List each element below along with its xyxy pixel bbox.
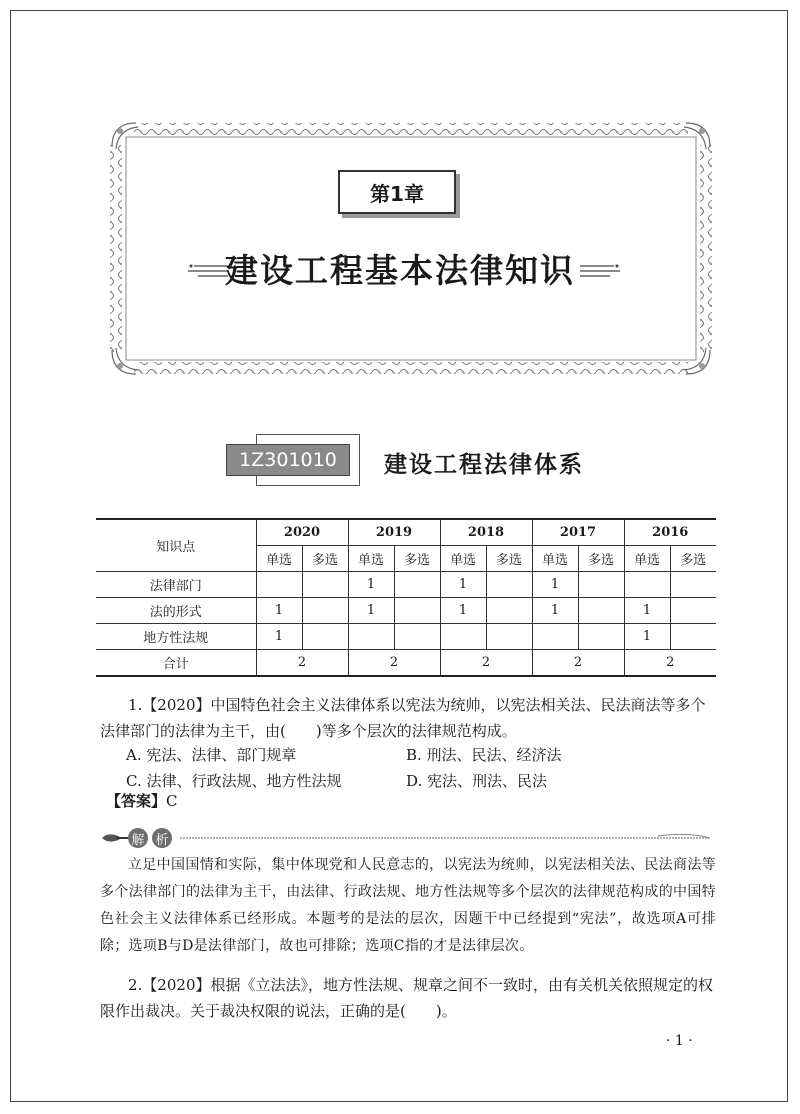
total-cell: 2 [624,650,716,677]
option-d: D. 宪法、刑法、民法 [406,772,548,790]
table-cell [578,624,624,650]
question-1-text: 1.【2020】中国特色社会主义法律体系以宪法为统帅，以宪法相关法、民法商法等多个法律部门的法律为主干，由( )等多个层次的法律规范构成。 [100,696,706,740]
chapter-title: 建设工程基本法律知识 [225,251,575,290]
sub-header: 多选 [486,546,532,572]
table-cell [302,598,348,624]
analysis-label [128,828,172,848]
question-1-options [126,742,686,794]
option-c: C. 法律、行政法规、地方性法规 [126,772,342,790]
question-2-stem [100,972,720,1024]
total-cell: 2 [532,650,624,677]
table-cell [670,572,716,598]
sub-header: 单选 [256,546,302,572]
analysis-text [100,852,716,960]
table-cell: 1 [256,598,302,624]
question-1-answer [106,790,178,811]
table-cell: 1 [348,598,394,624]
table-cell [302,572,348,598]
table-cell [394,624,440,650]
table-cell: 1 [532,572,578,598]
sub-header: 单选 [440,546,486,572]
year-header: 2020 [256,519,348,546]
table-cell [578,572,624,598]
question-2-text: 2.【2020】根据《立法法》，地方性法规、规章之间不一致时，由有关机关依照规定的权限作出裁决。关于裁决权限的说法，正确的是( )。 [100,976,713,1020]
sub-header: 多选 [302,546,348,572]
total-cell: 2 [440,650,532,677]
table-cell [348,624,394,650]
table-cell: 1 [256,624,302,650]
answer-value: C [166,792,178,810]
table-row [96,572,716,598]
answer-label: 【答案】 [106,792,167,810]
table-cell [532,624,578,650]
row-label: 法的形式 [96,598,256,624]
year-header: 2017 [532,519,624,546]
table-cell: 1 [624,624,670,650]
analysis-paragraph: 立足中国国情和实际，集中体现党和人民意志的，以宪法为统帅，以宪法相关法、民法商法等多个法律部门的法律为主干，由法律、行政法规、地方性法规等多个层次的法律规范构成的中国特色社会主义法律体系已经形成。本题考的是法的层次，因题干中已经提到“宪法”，故选项A可排除；选项B与D是法律部门，故也可排除；选项C指的才是法律层次。 [100,857,716,954]
table-cell [486,572,532,598]
table-corner-label: 知识点 [96,519,256,572]
table-cell [256,572,302,598]
table-cell: 1 [440,598,486,624]
table-cell: 1 [532,598,578,624]
title-right-ornament [578,262,620,282]
table-cell: 1 [348,572,394,598]
total-cell: 2 [348,650,440,677]
table-cell [394,598,440,624]
year-header: 2018 [440,519,532,546]
analysis-char: 解 [128,828,148,848]
table-cell [624,572,670,598]
question-1-stem [100,692,720,744]
option-b: B. 刑法、民法、经济法 [406,746,562,764]
analysis-char: 析 [152,828,172,848]
section-code: 1Z301010 [226,444,350,476]
table-cell [670,598,716,624]
table-cell: 1 [440,572,486,598]
table-row [96,598,716,624]
table-cell [440,624,486,650]
option-a: A. 宪法、法律、部门规章 [126,746,297,764]
table-cell [394,572,440,598]
row-label: 法律部门 [96,572,256,598]
row-label: 地方性法规 [96,624,256,650]
table-cell [486,598,532,624]
sub-header: 多选 [670,546,716,572]
table-cell [670,624,716,650]
year-header: 2019 [348,519,440,546]
sub-header: 单选 [532,546,578,572]
table-header-row [96,519,716,546]
total-cell: 2 [256,650,348,677]
page-number: · 1 · [666,1033,693,1049]
sub-header: 单选 [348,546,394,572]
table-cell: 1 [624,598,670,624]
table-row [96,624,716,650]
sub-header: 多选 [394,546,440,572]
year-header: 2016 [624,519,716,546]
sub-header: 单选 [624,546,670,572]
table-cell [578,598,624,624]
table-total-row [96,650,716,677]
table-cell [486,624,532,650]
chapter-badge: 第1章 [338,170,456,214]
section-title: 建设工程法律体系 [384,452,584,478]
table-cell [302,624,348,650]
total-label: 合计 [96,650,256,677]
exam-stats-table [96,518,716,677]
sub-header: 多选 [578,546,624,572]
analysis-divider [98,828,718,848]
